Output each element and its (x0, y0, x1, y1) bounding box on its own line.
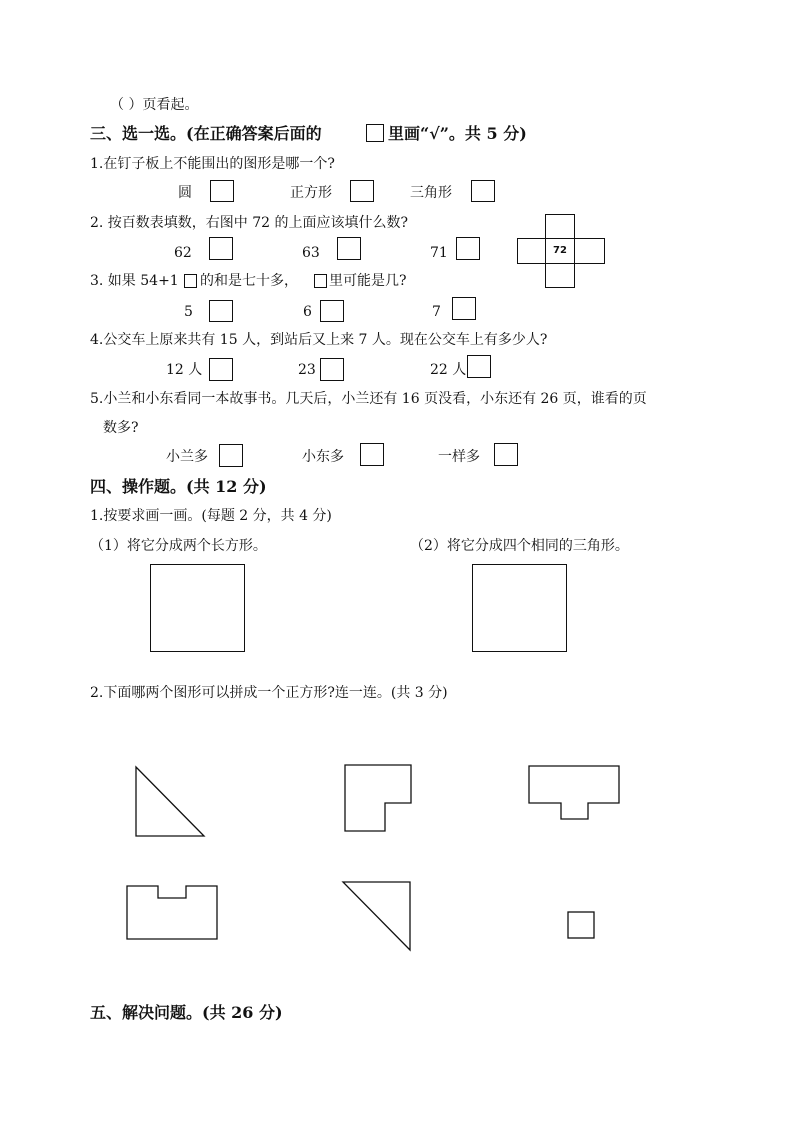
small-square-shape (568, 912, 594, 938)
q3-text-part3: 里可能是几? (329, 273, 407, 289)
q5-option-label: 小兰多 (166, 449, 208, 465)
q1-option-label: 正方形 (290, 185, 332, 201)
notched-top-shape (529, 766, 619, 819)
q3-option-label: 6 (303, 304, 312, 320)
q5-text-line1: 5.小兰和小东看同一本故事书。几天后，小兰还有 16 页没看，小东还有 26 页，谁看的页 (90, 391, 647, 407)
q2-text: 2. 按百数表填数，右图中 72 的上面应该填什么数? (90, 215, 409, 231)
q4-option-label: 22 人 (430, 362, 467, 378)
q1-text: 1.在钉子板上不能围出的图形是哪一个? (90, 156, 335, 172)
section3-heading-part2: 里画“√”。共 5 分) (388, 124, 527, 143)
q3-text-part1: 3. 如果 54+1 (90, 273, 179, 289)
grid-cell-center: 72 (545, 238, 575, 264)
q2-option-label: 62 (174, 245, 192, 261)
right-triangle-shape (136, 767, 204, 836)
s4-q1-text: 1.按要求画一画。(每题 2 分，共 4 分) (90, 508, 332, 524)
q1-option-label: 圆 (178, 185, 192, 201)
q3-option-label: 7 (432, 304, 441, 320)
q4-option-label: 23 (298, 362, 316, 378)
q4-option-label: 12 人 (166, 362, 203, 378)
section4-heading: 四、操作题。(共 12 分) (90, 477, 267, 496)
inverted-triangle-shape (343, 882, 410, 950)
q3-text-part2: 的和是七十多， (200, 273, 298, 289)
s4-q1-sub1: （1）将它分成两个长方形。 (90, 538, 267, 554)
l-shape (345, 765, 411, 831)
q5-text-line2: 数多? (103, 420, 139, 436)
q2-option-label: 71 (430, 245, 448, 261)
q3-option-label: 5 (184, 304, 193, 320)
q4-text: 4.公交车上原来共有 15 人，到站后又上来 7 人。现在公交车上有多少人? (90, 332, 548, 348)
notched-bottom-shape (127, 886, 217, 939)
q5-option-label: 一样多 (438, 449, 480, 465)
section5-heading: 五、解决问题。(共 26 分) (90, 1003, 283, 1022)
s4-q1-sub2: （2）将它分成四个相同的三角形。 (410, 538, 629, 554)
s4-q2-text: 2.下面哪两个图形可以拼成一个正方形?连一连。(共 3 分) (90, 685, 448, 701)
q5-option-label: 小东多 (302, 449, 344, 465)
q2-option-label: 63 (302, 245, 320, 261)
q1-option-label: 三角形 (410, 185, 452, 201)
continued-question-line: （ ）页看起。 (110, 97, 199, 113)
section3-heading-part1: 三、选一选。(在正确答案后面的 (90, 124, 322, 143)
